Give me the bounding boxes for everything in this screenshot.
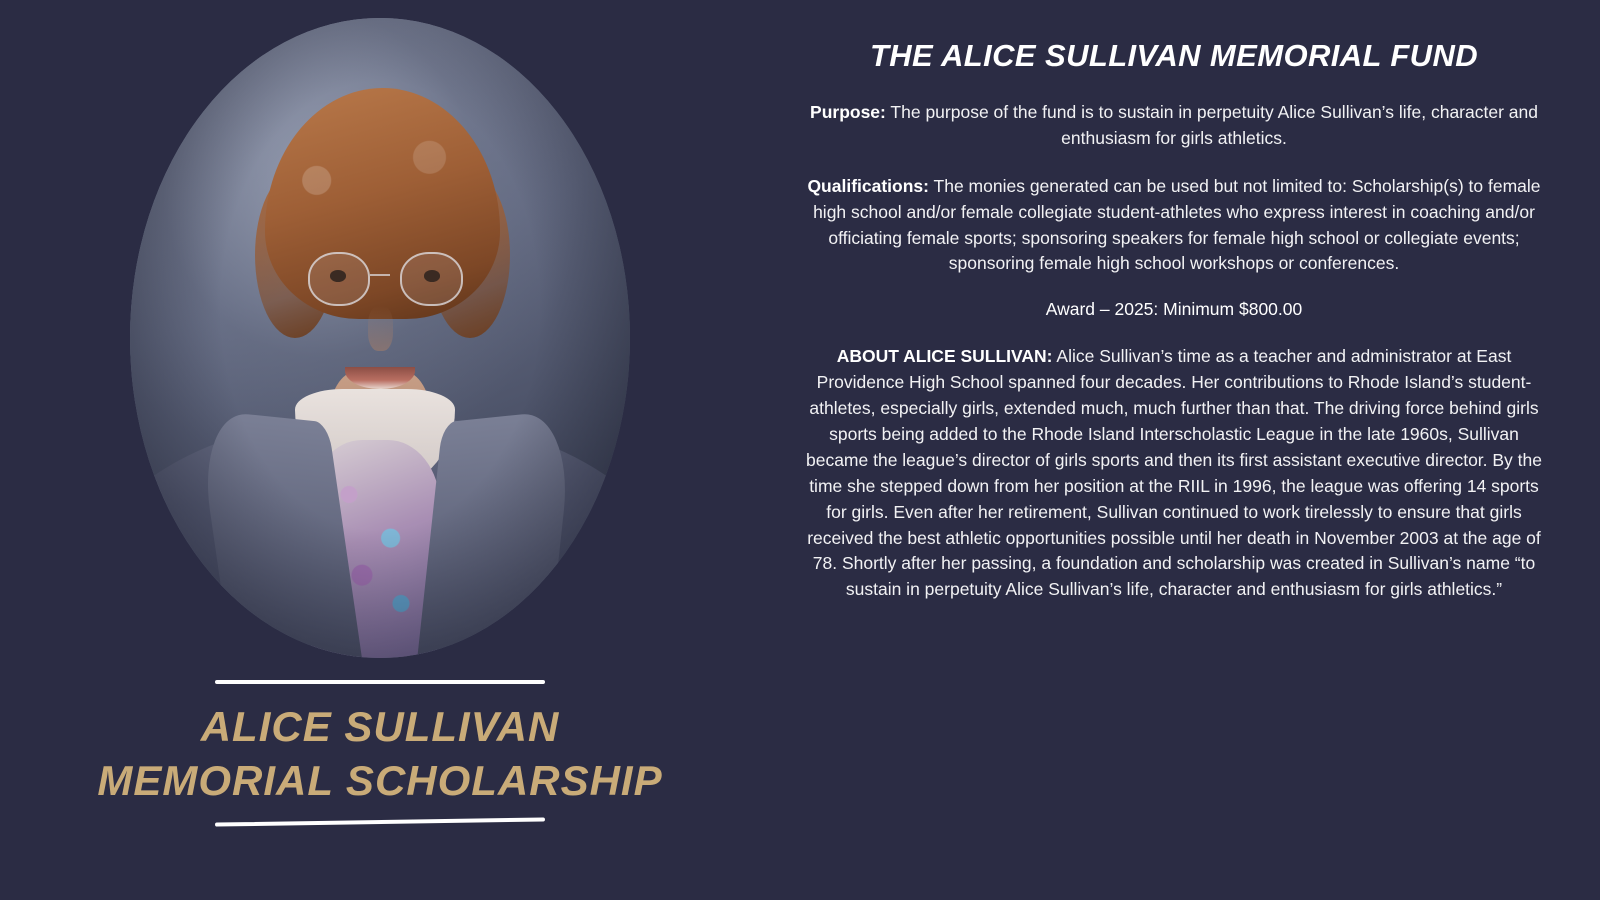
purpose-paragraph	[804, 100, 1544, 152]
scholarship-title	[97, 700, 662, 808]
alice-sullivan-portrait	[130, 18, 630, 658]
award-paragraph	[804, 299, 1544, 320]
about-label: ABOUT ALICE SULLIVAN:	[836, 346, 1053, 367]
award-label: Award –	[1045, 299, 1110, 320]
scholarship-title-line2: MEMORIAL SCHOLARSHIP	[97, 756, 663, 804]
qualifications-paragraph	[804, 174, 1544, 278]
right-panel	[760, 0, 1600, 900]
award-text: 2025: Minimum $800.00	[1109, 299, 1303, 320]
qualifications-label: Qualifications:	[807, 175, 929, 196]
purpose-label: Purpose:	[810, 102, 886, 122]
qualifications-text: The monies generated can be used but not limited to: Scholarship(s) to female high school and/or female collegiate student-athletes who express interest in coaching and/or officiating female sports; sponsoring speakers for female high school or collegiate events; sponsoring female high school workshops or conferences.	[813, 175, 1541, 274]
purpose-text: The purpose of the fund is to sustain in perpetuity Alice Sullivan’s life, character and enthusiasm for girls athletics.	[885, 102, 1538, 148]
about-paragraph	[804, 344, 1544, 603]
divider-top	[215, 680, 545, 684]
divider-bottom	[215, 817, 545, 826]
left-panel	[0, 0, 760, 900]
portrait-vignette	[130, 18, 630, 658]
about-text: Alice Sullivan’s time as a teacher and administrator at East Providence High School spanned four decades. Her contributions to Rhode Island’s student-athletes, especially girls, extended much, much further than that. The driving force behind girls sports being added to the Rhode Island Interscholastic League in the late 1960s, Sullivan became the league’s director of girls sports and then its first assistant executive director. By the time she stepped down from her position at the RIIL in 1996, the league was offering 14 sports for girls. Even after her retirement, Sullivan continued to work tirelessly to ensure that girls received the best athletic opportunities possible until her death in November 2003 at the age of 78. Shortly after her passing, a foundation and scholarship was created in Sullivan’s name “to sustain in perpetuity Alice Sullivan’s life, character and enthusiasm for girls athletics.”	[805, 346, 1543, 600]
scholarship-title-line1: ALICE SULLIVAN	[200, 703, 560, 750]
fund-heading: THE ALICE SULLIVAN MEMORIAL FUND	[869, 38, 1479, 73]
